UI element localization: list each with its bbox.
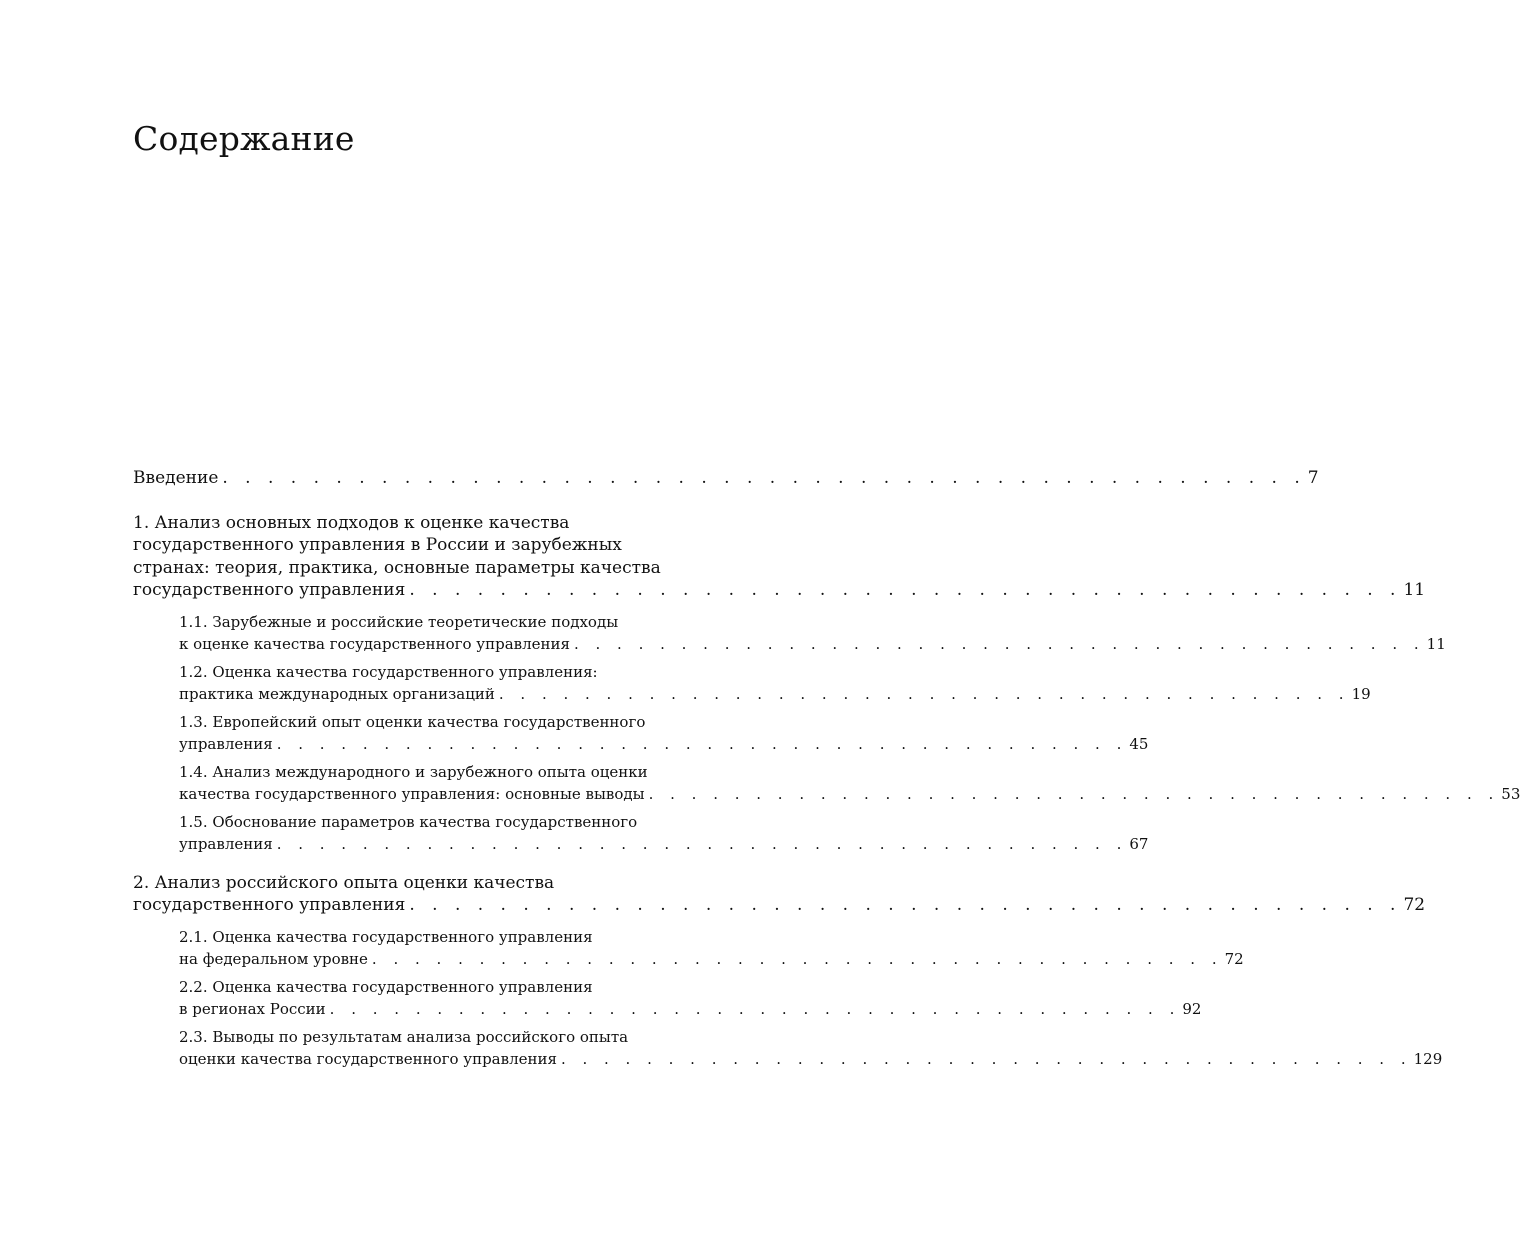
toc-entry-title-line: странах: теория, практика, основные параметры качества <box>133 557 661 578</box>
toc-entry-section-1-1[interactable] <box>179 611 1446 655</box>
dot-leader: . . . . . . . . . . . . . . . . . . . . . . . . . . . . . . . . . . . . . . . . . . . . <box>409 580 1402 600</box>
toc-page-number: 7 <box>1307 468 1319 488</box>
dot-leader: . . . . . . . . . . . . . . . . . . . . . . . . . . . . . . . . . . . . . . . . <box>329 999 1181 1018</box>
toc-page-number: 53 <box>1501 784 1520 803</box>
toc-entry-title-line: 2.3. Выводы по результатам анализа российского опыта <box>179 1027 629 1046</box>
table-of-contents <box>133 467 1520 1076</box>
toc-page-number: 67 <box>1129 834 1149 853</box>
dot-leader: . . . . . . . . . . . . . . . . . . . . . . . . . . . . . . . . . . . . . . . . . . . . <box>409 895 1402 915</box>
toc-entry-section-2-1[interactable] <box>179 926 1244 970</box>
toc-entry-section-2-2[interactable] <box>179 976 1202 1020</box>
toc-entry-title: Введение <box>133 468 219 488</box>
toc-page-number: 72 <box>1403 895 1426 915</box>
toc-entry-title-line: государственного управления в России и зарубежных <box>133 535 622 555</box>
toc-entry-section-1-2[interactable] <box>179 661 1371 705</box>
toc-entry-introduction[interactable] <box>133 467 1319 490</box>
toc-entry-title-line: в регионах России <box>179 999 326 1018</box>
toc-entry-title-line: 1.4. Анализ международного и зарубежного опыта оценки <box>179 762 648 781</box>
toc-entry-section-2-3[interactable] <box>179 1026 1443 1070</box>
toc-entry-section-1-4[interactable] <box>179 761 1520 805</box>
dot-leader: . . . . . . . . . . . . . . . . . . . . . . . . . . . . . . . . . . . . . . . . <box>573 634 1425 653</box>
toc-entry-title-line: 1.2. Оценка качества государственного управления: <box>179 662 598 681</box>
toc-entry-title-line: качества государственного управления: основные выводы <box>179 784 645 803</box>
toc-entry-title-line: к оценке качества государственного управления <box>179 634 570 653</box>
toc-entry-title-line: 1.1. Зарубежные и российские теоретические подходы <box>179 612 619 631</box>
dot-leader: . . . . . . . . . . . . . . . . . . . . . . . . . . . . . . . . . . . . . . . . <box>648 784 1500 803</box>
toc-entry-section-1-5[interactable] <box>179 811 1149 855</box>
toc-page-number: 129 <box>1413 1049 1443 1068</box>
dot-leader: . . . . . . . . . . . . . . . . . . . . . . . . . . . . . . . . . . . . . . . . <box>498 684 1350 703</box>
dot-leader: . . . . . . . . . . . . . . . . . . . . . . . . . . . . . . . . . . . . . . . . <box>560 1049 1412 1068</box>
toc-entry-title-line: управления <box>179 734 273 753</box>
toc-entry-section-1-3[interactable] <box>179 711 1149 755</box>
toc-page-number: 11 <box>1426 634 1446 653</box>
toc-page-number: 72 <box>1224 949 1244 968</box>
toc-entry-title-line: 1. Анализ основных подходов к оценке качества <box>133 512 570 533</box>
toc-entry-title-line: 1.3. Европейский опыт оценки качества государственного <box>179 712 646 731</box>
page-title: Содержание <box>133 119 355 158</box>
toc-entry-title-line: оценки качества государственного управления <box>179 1049 557 1068</box>
toc-entry-title-line: управления <box>179 834 273 853</box>
dot-leader: . . . . . . . . . . . . . . . . . . . . . . . . . . . . . . . . . . . . . . . . . . . . . . . . <box>222 468 1306 488</box>
toc-entry-title-line: 2.2. Оценка качества государственного управления <box>179 977 593 996</box>
toc-entry-chapter-2[interactable] <box>133 872 1426 917</box>
dot-leader: . . . . . . . . . . . . . . . . . . . . . . . . . . . . . . . . . . . . . . . . <box>276 834 1128 853</box>
toc-page-number: 11 <box>1403 580 1426 600</box>
dot-leader: . . . . . . . . . . . . . . . . . . . . . . . . . . . . . . . . . . . . . . . . <box>276 734 1128 753</box>
dot-leader: . . . . . . . . . . . . . . . . . . . . . . . . . . . . . . . . . . . . . . . . <box>371 949 1223 968</box>
toc-entry-title-line: на федеральном уровне <box>179 949 368 968</box>
toc-page-number: 19 <box>1351 684 1371 703</box>
toc-entry-title-line: государственного управления <box>133 580 406 600</box>
toc-entry-title-line: государственного управления <box>133 895 406 915</box>
toc-entry-chapter-1[interactable] <box>133 512 1426 602</box>
toc-page-number: 45 <box>1129 734 1149 753</box>
toc-entry-title-line: 1.5. Обоснование параметров качества государственного <box>179 812 638 831</box>
toc-page-number: 92 <box>1182 999 1202 1018</box>
toc-entry-title-line: практика международных организаций <box>179 684 495 703</box>
toc-entry-title-line: 2.1. Оценка качества государственного управления <box>179 927 593 946</box>
toc-entry-title-line: 2. Анализ российского опыта оценки качества <box>133 872 555 893</box>
